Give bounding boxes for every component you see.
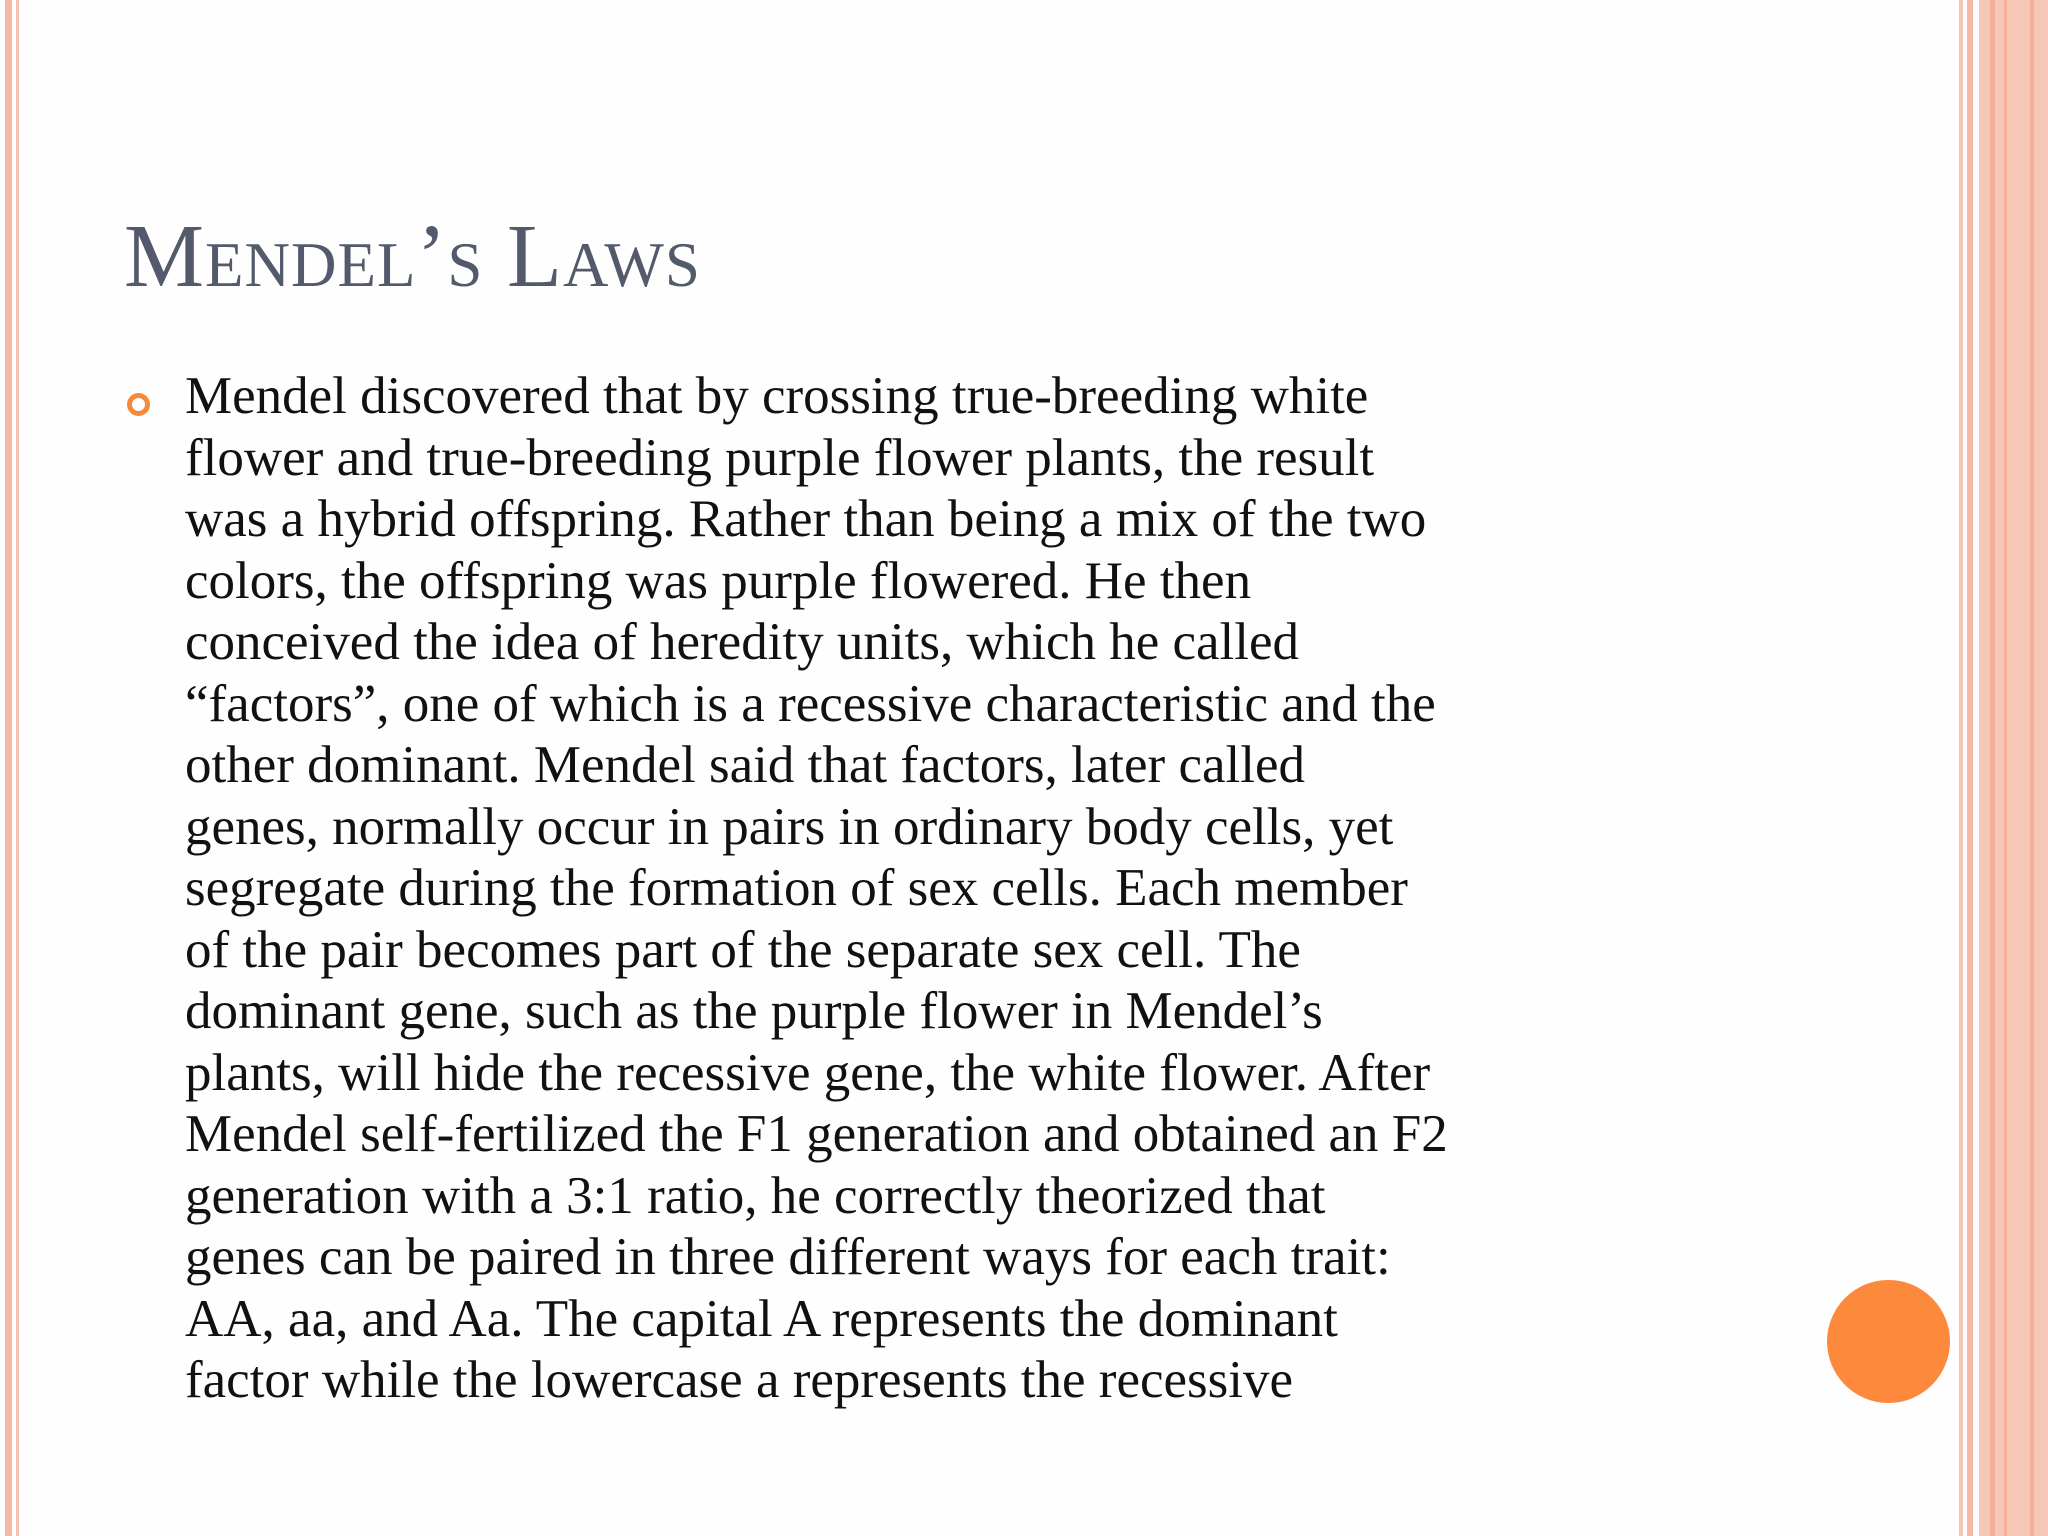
left-border-line	[5, 0, 12, 1536]
text-line: segregate during the formation of sex cells. Each member	[185, 859, 1408, 917]
text-line: colors, the offspring was purple flowered. He then	[185, 551, 1252, 610]
text-line: generation with a 3:1 ratio, he correctly theorized that	[185, 1166, 1326, 1225]
text-line: was a hybrid offspring. Rather than being a mix of the two	[185, 490, 1427, 548]
decorative-circle	[1827, 1280, 1950, 1403]
text-line: Mendel self-fertilized the F1 generation and obtained an F2	[185, 1105, 1448, 1163]
text-line: dominant gene, such as the purple flower in Mendel’s	[185, 982, 1323, 1040]
slide-title: Mendel’s Laws	[124, 207, 701, 306]
text-line: “factors”, one of which is a recessive characteristic and the	[185, 674, 1436, 733]
text-line: AA, aa, and Aa. The capital A represents the dominant	[185, 1289, 1338, 1348]
right-band-stripe	[1990, 0, 1995, 1536]
bullet-text	[185, 366, 1775, 1412]
text-line: genes, normally occur in pairs in ordinary body cells, yet	[185, 797, 1394, 856]
right-border-line	[1967, 0, 1973, 1536]
left-border-line	[16, 0, 19, 1536]
right-band-stripe	[2030, 0, 2034, 1536]
text-line: plants, will hide the recessive gene, the white flower. After	[185, 1043, 1431, 1102]
right-border-line	[1959, 0, 1963, 1536]
bullet-icon	[127, 393, 150, 416]
text-line: Mendel discovered that by crossing true-breeding white	[185, 367, 1369, 425]
text-line: other dominant. Mendel said that factors, later called	[185, 736, 1305, 794]
text-line: of the pair becomes part of the separate sex cell. The	[185, 920, 1301, 979]
text-line: genes can be paired in three different ways for each trait:	[185, 1228, 1391, 1286]
right-band-stripe	[2004, 0, 2007, 1536]
text-line: factor while the lowercase a represents the recessive	[185, 1351, 1294, 1409]
text-line: conceived the idea of heredity units, which he called	[185, 613, 1300, 671]
text-line: flower and true-breeding purple flower plants, the result	[185, 428, 1375, 487]
